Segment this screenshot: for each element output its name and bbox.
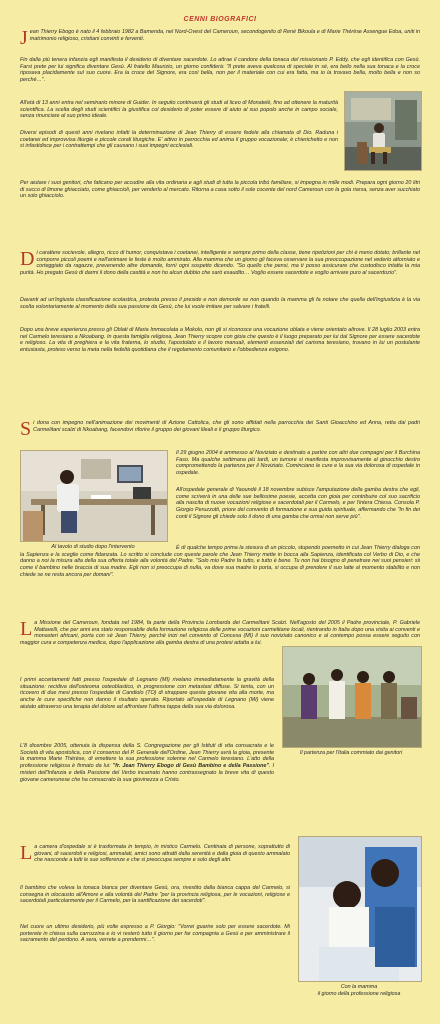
section4-paragraph-3a: L'8 dicembre 2005, ottenuta la dispensa della S. Congregazione per gli Istituti di vita consacrata e le Società di vita apostolica, con il consenso del P. Generale dell'Ordine, Jean Thierry avrà la gioia, presente la mamma Marie Thérèse, di emettere la sua professione solenne nel Carmelo teresiano. L'atto della professione religiosa è firmato da lui: [20,743,274,770]
section3-paragraph-4 [20,545,420,579]
section4-paragraph-3 [20,743,274,783]
section5-intro [20,844,290,864]
mother-photo [298,836,422,982]
mother-caption-line-2: il giorno della professione religiosa [317,991,401,997]
section1-paragraph-4: Diversi episodi di questi anni rivelano infatti la determinazione di Jean Thierry di essere fedele alla chiamata di Dio. Raduna i coetanei ed improvvisa liturgie e piccole corali liturgiche. E' attivo in parrocchia ed anima il gruppo vocazionale; è chierichetto e non si infastidisce per i contrattempi che gli causano i suoi impegni ecclesiali. [20,130,338,150]
section1-paragraph-3: All'età di 13 anni entra nel seminario minore di Guider. In seguito continuerà gli studi al liceo di Monatelé, fino ad ottenere la maturità scientifica. La scelta degli studi scientifici la giustifica col desiderio di poter essere di aiuto al suo popolo anche in campo sociale, senza rinunciare al suo primo ideale. [20,100,338,120]
farewell-photo [282,646,422,748]
section2-paragraph-2: Davanti ad un'ingiusta classificazione scolastica, protesta presso il preside e non demorde se non quando la mamma gli fa notare che quella dell'ingiustizia è la via scelta volontariamente al momento della sua passione da Gesù, che lui vuole imitare per salvare i fratelli. [20,297,420,310]
mother-image [299,837,421,981]
page-title: CENNI BIOGRAFICI [183,16,257,23]
section3-intro [20,420,420,438]
section1-paragraph-2: Fin dalla più tenera infanzia egli manifesta il desiderio di diventare sacerdote. Lo attrae il candore della tonaca del missionario P. Eddy, che egli identifica con Gesù. Farsi prete per lui significa diventare Gesù. Al fratello Maurizio, un giorno confiderà: "Il prete aveva qualcosa di speciale in sé, era bello nella sua tonaca e la croce riposava placidamente sul suo cuore. Era la croce del Signore, era così bella, non per il materiale con cui era fatta, ma io la trovavo bella, molto bella e non so perché…". [20,57,420,84]
study-table-photo [20,450,168,542]
section4-paragraph-3b: . I misteri dell'Infanzia e della Passione del Verbo incarnato hanno contrassegnato la breve vita di questo giovane camerunese che ha consacrato la sua giovinezza a Cristo. [20,763,274,783]
section2-paragraph-1: i carattere socievole, allegro, ricco di humor, conquistava i coetanei, intelligente e sempre primo della classe, tiene ripetizioni per chi è meno dotato; brillante nel comporre piccoli poemi e nell'animare le feste è molto ammirato. Alla mamma che un giorno gli faceva osservare la sua preoccupazione nel vederlo attorniato e corteggiato da ragazze, prevenendo altre domande, fornì ogni sospetto dicendo. "So quello che pensi, ma ti posso assicurare che custodisco intatta la mia purità. Ho pregato Gesù di darmi il dono della castità e non ho alcun dubbio che sarò esaudito… Voglio essere sacerdote e voglio arrivare puro al sacerdozio". [20,250,420,277]
section2-paragraph-3: Dopo una breve esperienza presso gli Oblati di Maria Immacolata a Mokolo, non gli si riconosce una vocazione oblata e viene orientato altrove. Il 28 luglio 2003 entra nel Carmelo teresiano a Nkoabang. In questa famiglia religiosa, Jean Thierry scopre con gioia che questo è il luogo preparato per lui dal Signore per essere sacerdote e religioso. La vita di preghiera e la vita fraterna, lo studio, l'apostolato e il lavoro manuali, elementi essenziali del carisma teresiano, trovano in lui un postulante entusiasta, proteso verso la meta nella fedeltà quotidiana che il regolamento comunitario e l'obbedienza esigono. [20,327,420,354]
farewell-caption: Il partenza per l'Italia commiato dai genitori [299,750,403,756]
dropcap-j: J [20,27,28,49]
section3-paragraph-3: All'ospedale generale di Yaoundé il 18 novembre subisce l'amputazione della gamba destra che egli, come scriverà in una delle sue bellissime poesie, accetta con gioia per contribuire col suo sacrificio alla nascita di nuove vocazioni religiose e sacerdotali per il Carmelo, e per l'intera Chiesa. Consola P. Giorgio Peruzzotti, priore del convento di formazione e sua guida spirituale, affermando che "In fin dei conti il Signore gli chiede solo il dono di una gamba che ormai non serve più". [176,487,420,520]
section2-intro [20,250,420,277]
section4-intro [20,620,420,647]
section5-paragraph-2: Il bambino che voleva la tonaca bianca per diventare Gesù, ora, rivestito dalla bianca cappa del Carmelo, si consegna in olocausto all'Amore e alla volontà del Padre "per la provincia religiosa, per le vocazioni, religiose e sacerdotali particolarmente per il Carmelo, per la santificazione dei sacerdoti". [20,885,290,905]
section3-paragraph-1: i dona con impegno nell'animazione dei movimenti di Azione Cattolica, che gli sono affidati nella parrocchia dei Santi Gioacchino ed Anna, retta dai padri Carmelitani scalzi di Nkoabang, facendovi riforire il gruppo dei giovani lileali e il gruppo liturgico. [33,420,420,433]
profession-signature: "fr. Jean Thierry Ebogo di Gesù Bambino e della Passione" [112,763,269,770]
dropcap-d: D [20,248,35,270]
section3-paragraph-2: Il 29 giugno 2004 è ammesso al Noviziato e destinato a partire con altri due compagni per il Burchina Faso. Ma qualche settimana più tardi, un tumore si manifesta improvvisamente al ginocchio destro compromettendo la partenza per il Noviziato. Cominciano le cure e la sua via dolorosa di ospedale in ospedale. [176,450,420,477]
dropcap-s: S [20,418,32,440]
seminarian-photo [344,91,422,171]
section1-intro [20,29,420,47]
section3-paragraph-4-text: È di qualche tempo prima la stesura di un piccolo, stupendo poemetto in cui Jean Thierry dialoga con la Sapienza e la sceglie come fidanzata. Lo scritto si conclude con queste parole che Jean Thierry mette in bocca alla Sapienza, identificata col Verbo di Dio, e che danno a noi la misura alta della sua offerta totale alla volontà del Padre. "Solo mio Padre fa tutto, e tutto è bene. Tu non hai bisogno di penetrare nei suoi pensieri: sii come il bambino nelle braccia di sua madre. Egli non si preoccupa di nulla, va dove sua madre lo porta, si occupa di prendere il suo latte al momento stabilito e non chiede se ne resta ancora per domani". [20,545,420,578]
section5-paragraph-1: a camera d'ospedale si è trasformata in tempio, in mistico Carmelo. Centinaia di persone, soprattutto di giovani, di sacerdoti e religiosi, ammalati, amici sono attratti dalla serenità e dalla gioia di questo ammalato che nasconde a tutti le sue sofferenze e che si preoccupa sempre e solo degli altri. [34,844,290,864]
seminarian-image [345,92,421,170]
dropcap-l2: L [20,842,33,864]
dropcap-l: L [20,618,33,640]
mother-caption-line-1: Con la mamma [340,984,378,990]
section1-paragraph-1: ean Thierry Ebogo è nato il 4 febbraio 1982 a Bamenda, nel Nord-Ovest del Cameroun, secondogenito di René Bikoula e di Marie Thérèse Assengue Edoa, uniti in matrimonio religioso, cristiani convinti e ferventi. [29,29,420,42]
study-table-caption: Al tavolo di studio dopo l'intervento [51,544,135,550]
section4-paragraph-2: I primi accertamenti fatti presso l'ospedale di Legnano (MI) rivelano immediatamente la gravità della situazione: recidiva dell'osteoma osteoblastico, in progressione con metastasi diffuse. Si tenta, con un ricovero di due mesi presso l'ospedale di Candiolo (TO) di strappare questa giovane vita alla morte, ma anche le cure specifiche non danno il risultato sperato. Riportato all'ospedale di Legnano (MI) viene aiutato attraverso una terapia del dolore ad affrontare l'ultima tappa della sua via dolorosa. [20,677,274,710]
section1-paragraph-5: Per aiutare i suoi genitori, che faticano per accudire alla vita ordinaria e agli studi di tutta la piccola tribù familiare, si impegna in mille modi. Prepara ogni giorno 20 litri di succo di limone ghiacciato, come ghiaccioli, per venderlo al mercato. Ritorna a casa sotto il sole cocente del nord Cameroun con la gola riarsa, senza aver succhiato un solo ghiacciolo. [20,180,420,200]
section5-paragraph-3: Nel cuore un ultimo desiderio, più volte espresso a P. Giorgio: "Vorrei guarire solo per essere sacerdote. Mi porterete in chiesa sulla carrozzina e io vi resterò tutto il giorno per far compagnia a Gesù e per amministrare il sacramento del perdono. A sera, verrete a prendermi…". [20,924,290,944]
study-table-image [21,451,167,541]
farewell-image [283,647,421,747]
section4-paragraph-1: a Missione del Cameroun, fondata nel 1984, fa parte della Provincia Lombarda dei Carmelitani Scalzi. Nell'agosto del 2005 il Padre provinciale, P. Gabriele Mattavelli, che per anni era stato responsabile della formazione religiosa delle prime vocazioni carmelitane locali, rientrando in Italia dopo una visita ai conventi e monasteri africani, porta con sé Jean Thierry, perché inizi nel convento di Concesa (MI) il suo noviziato canonico e al contempo possa essere seguito con maggior cura e competenza medica, dopo l'applicazione alla gamba destra di una protesi adatta a lui. [20,620,420,647]
